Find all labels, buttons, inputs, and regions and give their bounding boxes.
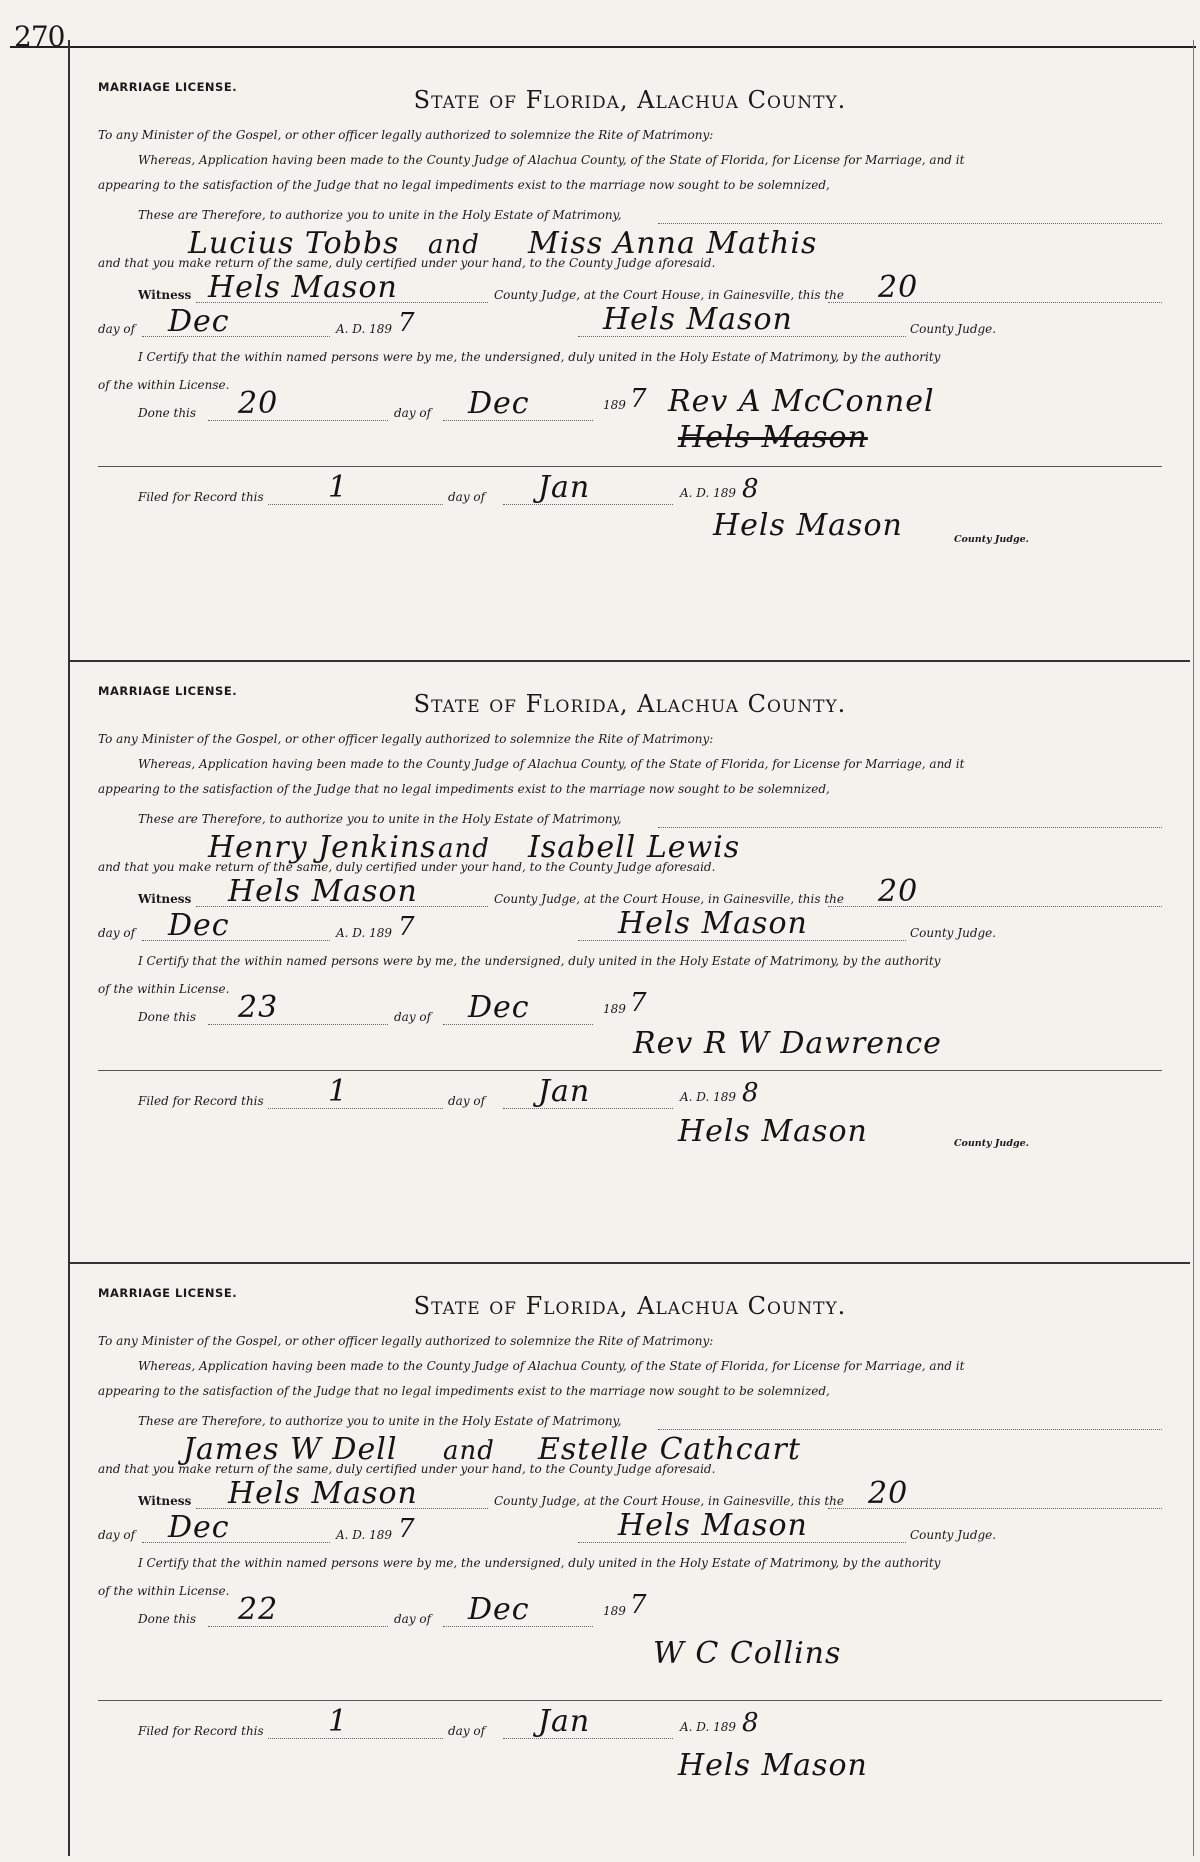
fill-line	[268, 1738, 443, 1739]
officiant-signature: W C Collins	[653, 1636, 842, 1671]
issue-year-digit: 7	[398, 1514, 416, 1544]
done-this-label: Done this	[138, 1612, 197, 1626]
filed-label: Filed for Record this	[138, 1094, 264, 1108]
address-line: To any Minister of the Gospel, or other officer legally authorized to solemnize the Rite of Matrimony:	[98, 128, 714, 142]
fill-line	[658, 1429, 1162, 1430]
year-prefix: 189	[603, 1002, 626, 1016]
fill-line	[208, 1024, 388, 1025]
officiant-signature: Rev A McConnel	[668, 384, 935, 419]
done-year-digit: 7	[630, 384, 648, 414]
day-of-label: day of	[98, 1528, 136, 1542]
filed-month: Jan	[538, 1704, 591, 1739]
witness-label: Witness	[138, 288, 192, 302]
certify-line-1: I Certify that the within named persons were by me, the undersigned, duly united in the Holy Estate of Matrimony, by the authority	[138, 350, 941, 364]
filed-separator	[98, 466, 1162, 467]
court-house-line: County Judge, at the Court House, in Gainesville, this the	[494, 288, 844, 302]
address-line: To any Minister of the Gospel, or other officer legally authorized to solemnize the Rite of Matrimony:	[98, 1334, 714, 1348]
witness-signature: Hels Mason	[208, 270, 398, 305]
day-of-label: day of	[448, 1724, 486, 1738]
fill-line	[578, 940, 906, 941]
and-mark: and	[438, 834, 490, 864]
ad-filed-label: A. D. 189	[680, 486, 737, 500]
filed-year-digit: 8	[742, 1708, 760, 1738]
day-of-label: day of	[394, 1010, 432, 1024]
return-line: and that you make return of the same, duly certified under your hand, to the County Judge aforesaid.	[98, 256, 716, 270]
judge-signature: Hels Mason	[618, 906, 808, 941]
issue-day: 20	[878, 874, 919, 909]
issue-day: 20	[878, 270, 919, 305]
ad-label: A. D. 189	[336, 1528, 393, 1542]
done-day: 22	[238, 1592, 279, 1627]
judge-signature: Hels Mason	[603, 302, 793, 337]
year-prefix: 189	[603, 1604, 626, 1618]
and-mark: and	[443, 1436, 495, 1466]
license-label: MARRIAGE LICENSE.	[98, 1286, 238, 1300]
ad-filed-label: A. D. 189	[680, 1090, 737, 1104]
filed-day: 1	[328, 1704, 349, 1739]
done-this-label: Done this	[138, 1010, 197, 1024]
witness-signature: Hels Mason	[228, 1476, 418, 1511]
return-line: and that you make return of the same, duly certified under your hand, to the County Judge aforesaid.	[98, 860, 716, 874]
marriage-license-3	[70, 1262, 1190, 1862]
fill-line	[142, 336, 330, 337]
bride-name: Isabell Lewis	[528, 830, 741, 865]
done-month: Dec	[468, 386, 530, 421]
certify-line-2: of the within License.	[98, 378, 230, 392]
fill-line	[578, 1542, 906, 1543]
fill-line	[443, 420, 593, 421]
court-house-line: County Judge, at the Court House, in Gainesville, this the	[494, 892, 844, 906]
certify-line-2: of the within License.	[98, 982, 230, 996]
day-of-label: day of	[448, 490, 486, 504]
whereas-line-1: Whereas, Application having been made to the County Judge of Alachua County, of the State of Florida, for License for Marriage, and it	[138, 153, 965, 167]
day-of-label: day of	[394, 1612, 432, 1626]
done-this-label: Done this	[138, 406, 197, 420]
done-day: 20	[238, 386, 279, 421]
fill-line	[196, 906, 488, 907]
done-month: Dec	[468, 1592, 530, 1627]
county-judge-label: County Judge.	[910, 926, 997, 940]
county-judge-label: County Judge.	[910, 322, 997, 336]
filed-label: Filed for Record this	[138, 490, 264, 504]
bride-name: Estelle Cathcart	[538, 1432, 801, 1467]
therefore-line: These are Therefore, to authorize you to unite in the Holy Estate of Matrimony,	[138, 1414, 622, 1428]
issue-day: 20	[868, 1476, 909, 1511]
marriage-license-2	[70, 660, 1190, 1260]
issue-year-digit: 7	[398, 912, 416, 942]
fill-line	[142, 940, 330, 941]
ad-label: A. D. 189	[336, 926, 393, 940]
day-of-label: day of	[98, 322, 136, 336]
fill-line	[828, 1508, 1162, 1509]
filed-label: Filed for Record this	[138, 1724, 264, 1738]
therefore-line: These are Therefore, to authorize you to unite in the Holy Estate of Matrimony,	[138, 208, 622, 222]
right-rule	[1193, 40, 1194, 1856]
groom-name: Henry Jenkins	[208, 830, 437, 865]
ad-label: A. D. 189	[336, 322, 393, 336]
fill-line	[443, 1626, 593, 1627]
ad-filed-label: A. D. 189	[680, 1720, 737, 1734]
fill-line	[208, 1626, 388, 1627]
filed-day: 1	[328, 1074, 349, 1109]
fill-line	[828, 906, 1162, 907]
fill-line	[503, 1738, 673, 1739]
bride-name: Miss Anna Mathis	[528, 226, 818, 261]
officiant-signature: Rev R W Dawrence	[633, 1026, 942, 1061]
fill-line	[658, 223, 1162, 224]
court-house-line: County Judge, at the Court House, in Gainesville, this the	[494, 1494, 844, 1508]
filed-signature: Hels Mason	[678, 1114, 868, 1149]
whereas-line-1: Whereas, Application having been made to the County Judge of Alachua County, of the State of Florida, for License for Marriage, and it	[138, 1359, 965, 1373]
address-line: To any Minister of the Gospel, or other officer legally authorized to solemnize the Rite of Matrimony:	[98, 732, 714, 746]
day-of-label: day of	[98, 926, 136, 940]
fill-line	[142, 1542, 330, 1543]
issue-year-digit: 7	[398, 308, 416, 338]
filed-separator	[98, 1700, 1162, 1701]
filed-month: Jan	[538, 470, 591, 505]
license-heading: State of Florida, Alachua County.	[413, 690, 847, 718]
fill-line	[208, 420, 388, 421]
filed-signature: Hels Mason	[678, 1748, 868, 1783]
issue-month: Dec	[168, 304, 230, 339]
license-label: MARRIAGE LICENSE.	[98, 684, 238, 698]
witness-label: Witness	[138, 1494, 192, 1508]
whereas-line-1: Whereas, Application having been made to the County Judge of Alachua County, of the State of Florida, for License for Marriage, and it	[138, 757, 965, 771]
done-year-digit: 7	[630, 1590, 648, 1620]
whereas-line-2: appearing to the satisfaction of the Judge that no legal impediments exist to the marriage now sought to be solemnized,	[98, 1384, 830, 1398]
year-prefix: 189	[603, 398, 626, 412]
return-line: and that you make return of the same, duly certified under your hand, to the County Judge aforesaid.	[98, 1462, 716, 1476]
officiant-signature-2: Hels Mason	[678, 420, 868, 455]
fill-line	[443, 1024, 593, 1025]
fill-line	[268, 1108, 443, 1109]
license-heading: State of Florida, Alachua County.	[413, 1292, 847, 1320]
filed-year-digit: 8	[742, 474, 760, 504]
fill-line	[828, 302, 1162, 303]
top-rule	[10, 46, 1196, 48]
filed-year-digit: 8	[742, 1078, 760, 1108]
fill-line	[503, 504, 673, 505]
marriage-license-1	[70, 58, 1190, 656]
therefore-line: These are Therefore, to authorize you to unite in the Holy Estate of Matrimony,	[138, 812, 622, 826]
fill-line	[268, 504, 443, 505]
county-judge-label: County Judge.	[910, 1528, 997, 1542]
done-year-digit: 7	[630, 988, 648, 1018]
issue-month: Dec	[168, 1510, 230, 1545]
issue-month: Dec	[168, 908, 230, 943]
filed-day: 1	[328, 470, 349, 505]
witness-label: Witness	[138, 892, 192, 906]
whereas-line-2: appearing to the satisfaction of the Judge that no legal impediments exist to the marriage now sought to be solemnized,	[98, 782, 830, 796]
done-month: Dec	[468, 990, 530, 1025]
county-judge-small-label: County Judge.	[954, 1138, 1029, 1149]
fill-line	[196, 302, 488, 303]
fill-line	[503, 1108, 673, 1109]
filed-month: Jan	[538, 1074, 591, 1109]
day-of-label: day of	[394, 406, 432, 420]
license-heading: State of Florida, Alachua County.	[413, 86, 847, 114]
groom-name: James W Dell	[183, 1432, 398, 1467]
fill-line	[658, 827, 1162, 828]
license-label: MARRIAGE LICENSE.	[98, 80, 238, 94]
and-mark: and	[428, 230, 480, 260]
day-of-label: day of	[448, 1094, 486, 1108]
done-day: 23	[238, 990, 279, 1025]
groom-name: Lucius Tobbs	[188, 226, 400, 261]
certify-line-1: I Certify that the within named persons were by me, the undersigned, duly united in the Holy Estate of Matrimony, by the authority	[138, 954, 941, 968]
filed-signature: Hels Mason	[713, 508, 903, 543]
certify-line-2: of the within License.	[98, 1584, 230, 1598]
certify-line-1: I Certify that the within named persons were by me, the undersigned, duly united in the Holy Estate of Matrimony, by the authority	[138, 1556, 941, 1570]
page-number: 270	[14, 20, 65, 53]
county-judge-small-label: County Judge.	[954, 534, 1029, 545]
whereas-line-2: appearing to the satisfaction of the Judge that no legal impediments exist to the marriage now sought to be solemnized,	[98, 178, 830, 192]
fill-line	[578, 336, 906, 337]
fill-line	[196, 1508, 488, 1509]
witness-signature: Hels Mason	[228, 874, 418, 909]
judge-signature: Hels Mason	[618, 1508, 808, 1543]
filed-separator	[98, 1070, 1162, 1071]
